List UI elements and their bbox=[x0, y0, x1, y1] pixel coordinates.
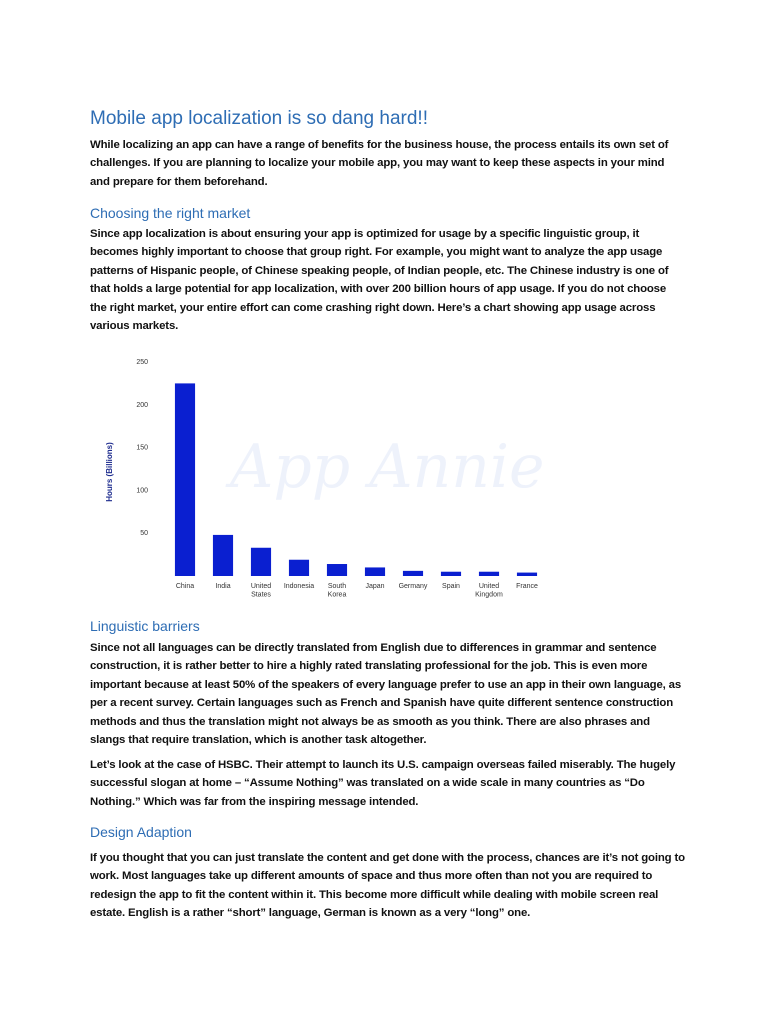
bar bbox=[403, 571, 423, 576]
y-axis-ticks bbox=[136, 359, 148, 537]
intro-paragraph: While localizing an app can have a range of benefits for the business house, the process entails its own set of challenges. If you are planning to localize your mobile app, you may want to keep these aspects in your mind and prepare for them beforehand. bbox=[90, 139, 669, 188]
x-category-label: Indonesia bbox=[283, 583, 315, 590]
bar bbox=[327, 564, 347, 576]
bar bbox=[441, 572, 461, 576]
y-axis-label: Hours (Billions) bbox=[105, 442, 114, 502]
article-title: Mobile app localization is so dang hard!! bbox=[90, 108, 428, 129]
y-tick-label: 50 bbox=[140, 530, 148, 538]
x-category-label: United States bbox=[250, 583, 272, 599]
section-heading-design: Design Adaption bbox=[90, 824, 192, 840]
x-category-label: United Kingdom bbox=[475, 583, 503, 599]
x-category-label: Japan bbox=[365, 583, 385, 590]
y-tick-label: 100 bbox=[136, 487, 148, 495]
bar bbox=[289, 560, 309, 576]
y-tick-label: 150 bbox=[136, 444, 148, 452]
x-category-label: South Korea bbox=[327, 583, 347, 599]
x-category-label: Germany bbox=[398, 583, 428, 590]
bar-chart-svg bbox=[100, 352, 560, 612]
x-category-label: France bbox=[516, 583, 538, 590]
section-heading-linguistic: Linguistic barriers bbox=[90, 618, 200, 634]
bar bbox=[479, 572, 499, 576]
bar bbox=[213, 535, 233, 576]
app-usage-chart bbox=[100, 352, 560, 612]
chart-watermark: App Annie bbox=[230, 432, 545, 502]
section-linguistic-paragraph-1: Since not all languages can be directly translated from English due to differences in grammar and sentence construction, it is rather better to hire a highly rated translating professional for the job. This is even more important because at least 50% of the speakers of every language prefer to use an app in their own language, as per a recent survey. Certain languages such as French and Spanish have quite different sentence construction methods and thus the translation might not always be as smooth as you think. There are also phrases and slangs that require translation, which is another task altogether. bbox=[90, 642, 682, 747]
y-tick-label: 200 bbox=[136, 401, 148, 409]
section-design-paragraph: If you thought that you can just translate the content and get done with the process, chances are it’s not going to work. Most languages take up different amounts of space and thus more often than not you are required to redesign the app to fit the content within it. This become more difficult while dealing with mobile screen real estate. English is a rather “short” language, German is known as a very “long” one. bbox=[90, 852, 685, 920]
section-market-paragraph: Since app localization is about ensuring your app is optimized for usage by a specific linguistic group, it becomes highly important to choose that group right. For example, you might want to analyze the app usage patterns of Hispanic people, of Chinese speaking people, of Indian people, etc. The Chinese industry is one of that holds a large potential for app localization, with over 200 billion hours of app usage. If you do not choose the right market, your entire effort can come crashing right down. Here’s a chart showing app usage across various markets. bbox=[90, 228, 669, 333]
x-category-label: Spain bbox=[442, 583, 460, 590]
bar bbox=[365, 567, 385, 576]
bar bbox=[175, 383, 195, 576]
bar bbox=[517, 573, 537, 576]
x-category-label: India bbox=[215, 583, 231, 590]
x-axis-categories bbox=[176, 583, 538, 599]
bar bbox=[251, 548, 271, 576]
y-tick-label: 250 bbox=[136, 359, 148, 366]
section-heading-market: Choosing the right market bbox=[90, 205, 251, 221]
section-linguistic-paragraph-2: Let’s look at the case of HSBC. Their attempt to launch its U.S. campaign overseas failed miserably. The hugely successful slogan at home – “Assume Nothing” was translated on a wide scale in many countries as “Do Nothing.” Which was far from the inspiring message intended. bbox=[90, 759, 676, 808]
x-category-label: China bbox=[175, 583, 195, 590]
